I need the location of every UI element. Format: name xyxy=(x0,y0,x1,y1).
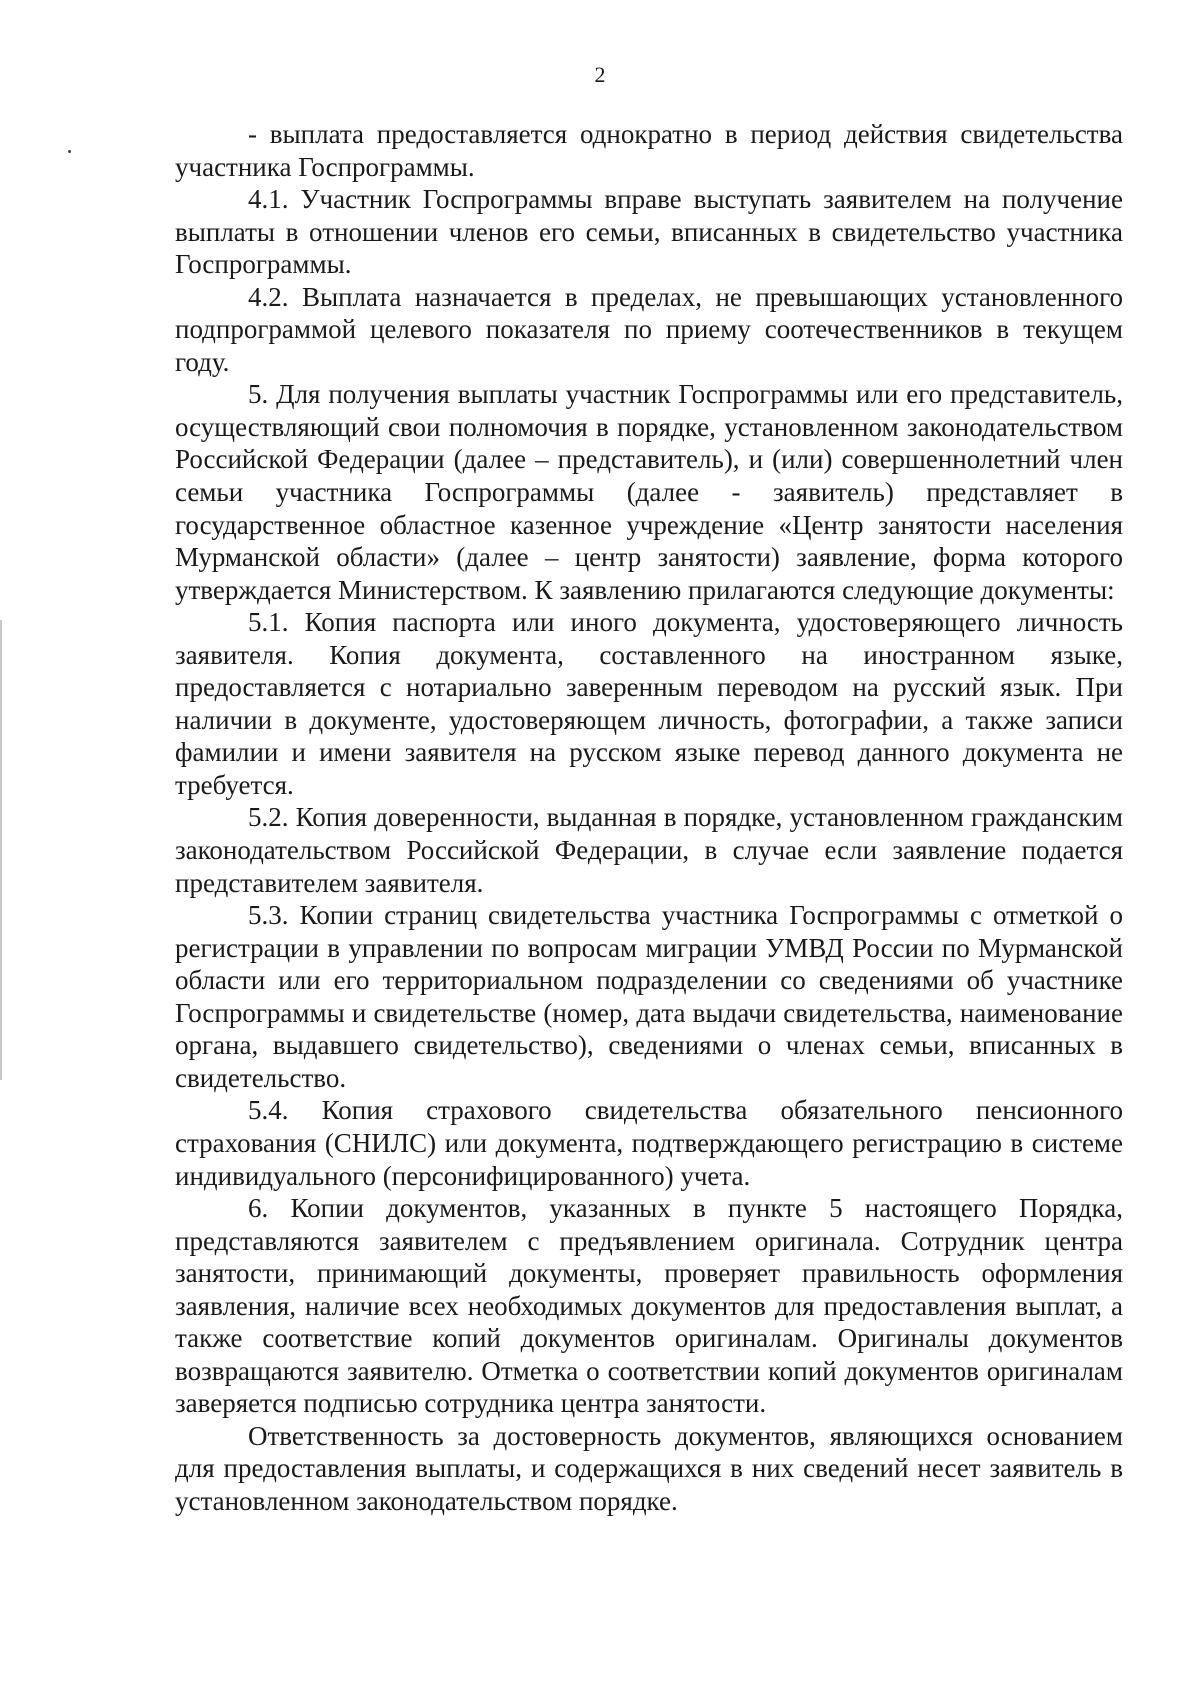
paragraph-4-2: 4.2. Выплата назначается в пределах, не превышающих установленного подпрограммой целевого показателя по приему соотечественников в текущем году. xyxy=(175,281,1123,377)
paragraph-5-4: 5.4. Копия страхового свидетельства обязательного пенсионного страхования (СНИЛС) или документа, подтверждающего регистрацию в системе индивидуального (персонифицированного) учета. xyxy=(175,1095,1123,1191)
paragraph-5: 5. Для получения выплаты участник Госпрограммы или его представитель, осуществляющий свои полномочия в порядке, установленном законодательством Российской Федерации (далее – представитель), и (или) совершеннолетний член семьи участника Госпрограммы (далее - заявитель) представляет в государственное областное казенное учреждение «Центр занятости населения Мурманской области» (далее – центр занятости) заявление, форма которого утверждается Министерством. К заявлению прилагаются следующие документы: xyxy=(175,379,1123,605)
scan-artifact-dot xyxy=(68,150,71,153)
paragraph-6: 6. Копии документов, указанных в пункте 5 настоящего Порядка, представляются заявителем с предъявлением оригинала. Сотрудник центра занятости, принимающий документы, проверяет правильность оформления заявления, наличие всех необходимых документов для предоставления выплат, а также соответствие копий документов оригиналам. Оригиналы документов возвращаются заявителю. Отметка о соответствии копий документов оригиналам заверяется подписью сотрудника центра занятости. xyxy=(175,1193,1123,1419)
paragraph-payment-once: - выплата предоставляется однократно в период действия свидетельства участника Госпрограммы. xyxy=(175,119,1123,182)
scan-artifact-edge xyxy=(0,620,2,1080)
paragraph-5-1: 5.1. Копия паспорта или иного документа, удостоверяющего личность заявителя. Копия документа, составленного на иностранном языке, предоставляется с нотариально заверенным переводом на русский язык. При наличии в документе, удостоверяющем личность, фотографии, а также записи фамилии и имени заявителя на русском языке перевод данного документа не требуется. xyxy=(175,607,1123,800)
page-number: 2 xyxy=(594,62,606,87)
paragraph-responsibility: Ответственность за достоверность документов, являющихся основанием для предоставления выплаты, и содержащихся в них сведений несет заявитель в установленном законодательством порядке. xyxy=(175,1420,1123,1516)
paragraph-5-3: 5.3. Копии страниц свидетельства участника Госпрограммы с отметкой о регистрации в управлении по вопросам миграции УМВД России по Мурманской области или его территориальном подразделении со сведениями об участнике Госпрограммы и свидетельстве (номер, дата выдачи свидетельства, наименование органа, выдавшего свидетельство), сведениями о членах семьи, вписанных в свидетельство. xyxy=(175,900,1123,1093)
document-body xyxy=(175,118,1123,1518)
paragraph-5-2: 5.2. Копия доверенности, выданная в порядке, установленном гражданским законодательством Российской Федерации, в случае если заявление подается представителем заявителя. xyxy=(175,802,1123,898)
paragraph-4-1: 4.1. Участник Госпрограммы вправе выступать заявителем на получение выплаты в отношении членов его семьи, вписанных в свидетельство участника Госпрограммы. xyxy=(175,184,1123,280)
